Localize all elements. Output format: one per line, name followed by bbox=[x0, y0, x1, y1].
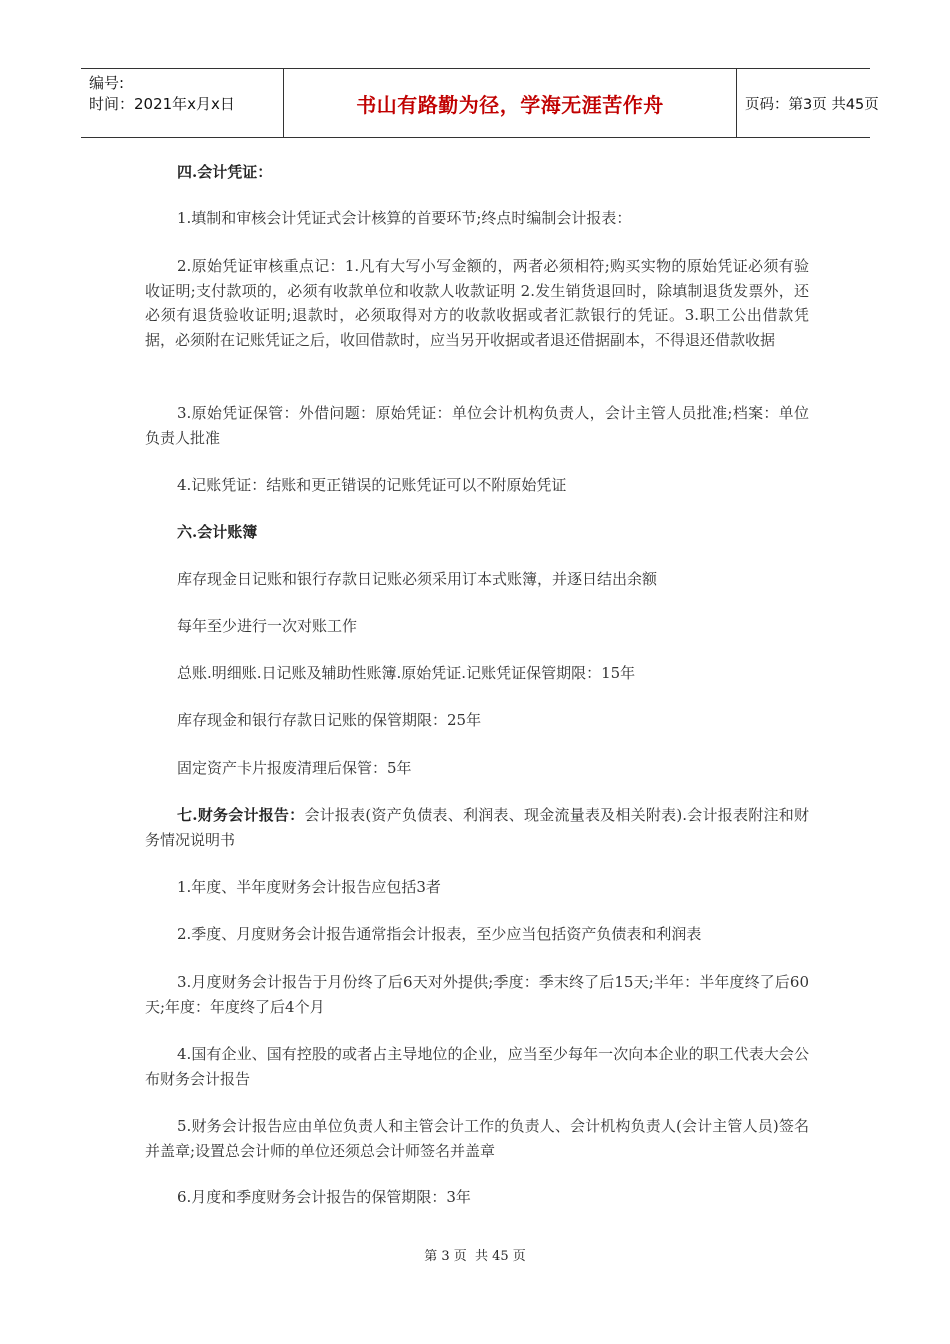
paragraph: 固定资产卡片报废清理后保管：5年 bbox=[177, 759, 412, 777]
paragraph: 总账.明细账.日记账及辅助性账簿.原始凭证.记账凭证保管期限：15年 bbox=[177, 664, 636, 682]
section-heading-ledgers: 六.会计账簿 bbox=[177, 523, 258, 541]
paragraph: 2.季度、月度财务会计报告通常指会计报表，至少应当包括资产负债表和利润表 bbox=[177, 925, 702, 943]
paragraph: 每年至少进行一次对账工作 bbox=[177, 617, 358, 635]
page-header bbox=[81, 68, 879, 138]
document-number-label: 编号: bbox=[89, 74, 125, 92]
reports-intro-text: 会计报表(资产负债表、利润表、现金流量表及相关附表).会计报表附注和财务情况说明书 bbox=[145, 806, 809, 849]
section-reports-intro bbox=[145, 803, 809, 852]
paragraph: 3.月度财务会计报告于月份终了后6天对外提供;季度：季末终了后15天;半年：半年度终了后60天;年度：年度终了后4个月 bbox=[145, 973, 809, 1016]
paragraph: 1.年度、半年度财务会计报告应包括3者 bbox=[177, 878, 441, 896]
page-footer: 第 3 页 共 45 页 bbox=[424, 1249, 526, 1264]
header-page-info: 页码：第3页 共45页 bbox=[745, 96, 879, 113]
header-motto: 书山有路勤为径，学海无涯苦作舟 bbox=[356, 92, 664, 117]
section-heading-reports: 七.财务会计报告： bbox=[177, 806, 305, 824]
section-heading-vouchers: 四.会计凭证： bbox=[177, 163, 273, 181]
paragraph: 库存现金日记账和银行存款日记账必须采用订本式账簿，并逐日结出余额 bbox=[177, 570, 658, 588]
document-time-label: 时间：2021年x月x日 bbox=[89, 95, 235, 113]
paragraph: 1.填制和审核会计凭证式会计核算的首要环节;终点时编制会计报表： bbox=[177, 209, 632, 227]
header-motto-cell bbox=[283, 69, 737, 137]
paragraph: 2.原始凭证审核重点记：1.凡有大写小写金额的，两者必须相符;购买实物的原始凭证必须有验收证明;支付款项的，必须有收款单位和收款人收款证明 2.发生销货退回时，除填制退货发票外，还必须有退货验收证明;退款时，必须取得对方的收款收据或者汇款银行的凭证。3.职工公出借款凭据，必须附在记账凭证之后，收回借款时，应当另开收据或者退还借据副本，不得退还借款收据 bbox=[145, 257, 809, 349]
header-meta bbox=[81, 69, 283, 137]
paragraph: 4.国有企业、国有控股的或者占主导地位的企业，应当至少每年一次向本企业的职工代表大会公布财务会计报告 bbox=[145, 1045, 809, 1088]
paragraph: 5.财务会计报告应由单位负责人和主管会计工作的负责人、会计机构负责人(会计主管人员)签名并盖章;设置总会计师的单位还须总会计师签名并盖章 bbox=[145, 1117, 809, 1160]
paragraph: 库存现金和银行存款日记账的保管期限：25年 bbox=[177, 711, 482, 729]
paragraph: 4.记账凭证：结账和更正错误的记账凭证可以不附原始凭证 bbox=[177, 476, 567, 494]
paragraph: 6.月度和季度财务会计报告的保管期限：3年 bbox=[177, 1188, 471, 1206]
paragraph: 3.原始凭证保管：外借问题：原始凭证：单位会计机构负责人，会计主管人员批准;档案：单位负责人批准 bbox=[145, 404, 809, 447]
